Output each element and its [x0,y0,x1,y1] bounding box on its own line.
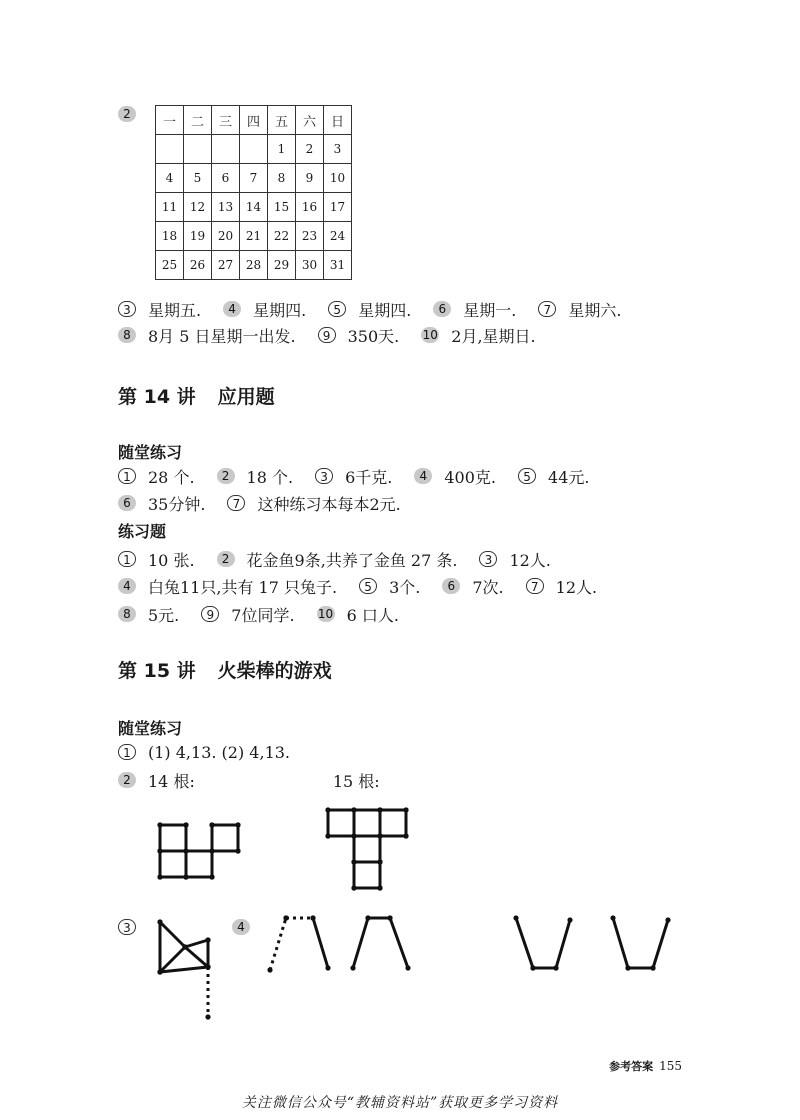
question-number: 9 [201,606,219,622]
answer-item [118,492,205,515]
lecture-15-practice-heading: 随堂练习 [118,719,183,738]
weekday-cell: 日 [324,106,352,135]
match-head [157,848,162,853]
page-footer [609,1058,682,1074]
answer-text: 44元. [548,467,590,487]
day-cell [212,135,240,164]
l14-exercise-line-2 [118,573,619,599]
match-head [235,822,240,827]
answer-text: 350天. [347,326,400,346]
answer-item [433,298,516,321]
watermark-text: 关注微信公众号“教辅资料站”获取更多学习资料 [241,1095,559,1111]
day-cell: 11 [156,193,184,222]
question-number: 3 [479,551,497,567]
match-head [377,833,382,838]
answer-text: 400克. [444,467,497,487]
answer-item [118,603,179,626]
question-number: 7 [526,578,544,594]
day-cell: 27 [212,251,240,280]
day-cell: 6 [212,164,240,193]
answer-item [414,465,496,488]
day-cell: 20 [212,222,240,251]
match-head [567,917,572,922]
matchstick-shape-q4a [267,915,410,972]
answer-text: 2月,星期日. [451,326,536,346]
answer-text: 7次. [472,577,504,597]
answer-text: 12人. [509,550,551,570]
match-head [350,965,355,970]
weekday-cell: 五 [268,106,296,135]
answer-item [421,324,535,347]
day-cell: 12 [184,193,212,222]
match-head [365,915,370,920]
match-head [351,859,356,864]
question-number: 10 [422,328,438,342]
question-number: 3 [315,468,333,484]
match-head [183,874,188,879]
answer-text: 35分钟. [148,494,206,514]
matchstick-shape-15 [325,807,408,890]
match-head [157,919,162,924]
question-number: 1 [118,468,136,484]
answer-text: 10 张. [148,550,195,570]
answer-text: 28 个. [148,467,195,487]
answer-item [317,603,399,626]
answer-item [118,465,195,488]
calendar-row [156,135,352,164]
matchstick-14-figure [150,815,250,885]
day-cell: 8 [268,164,296,193]
match-head [530,965,535,970]
l14-exercise-line-3 [118,601,421,627]
match-head [325,965,330,970]
l15-line-1 [118,739,312,765]
answer-text: 花金鱼9条,共养了金鱼 27 条. [246,550,458,570]
match-head [351,807,356,812]
match-head [513,915,518,920]
answers-line-1 [118,296,643,322]
match-head [205,1014,210,1019]
question-number: 6 [442,578,460,594]
answer-item [538,298,621,321]
lecture-15-number: 第 15 讲 [118,660,196,682]
match-head [403,833,408,838]
answer-item [118,575,337,598]
answer-item [328,298,411,321]
matchstick-q4-figure-a [258,908,428,978]
day-cell: 31 [324,251,352,280]
match-head [283,915,288,920]
match-head [351,833,356,838]
matchstick-q3-figure [150,912,220,1022]
answer-item [315,465,392,488]
question-number: 2 [118,772,136,788]
lecture-15-heading [118,656,332,683]
question-number: 4 [414,468,432,484]
l14-practice-line-1 [118,463,611,489]
matchstick-15-figure [318,800,428,900]
day-cell [184,135,212,164]
day-cell: 13 [212,193,240,222]
answer-text: 8月 5 日星期一出发. [148,326,296,346]
question-number: 8 [118,606,136,622]
calendar-table [155,105,352,280]
question-number: 7 [538,301,556,317]
match-head [325,833,330,838]
lecture-15-title: 火柴棒的游戏 [217,660,332,682]
lecture-14-exercise-heading: 练习题 [118,522,167,541]
answer-item [518,465,589,488]
match-head [209,848,214,853]
match-head [310,915,315,920]
l14-exercise-line-1 [118,546,573,572]
answer-item [217,465,294,488]
match-head [665,917,670,922]
day-cell: 4 [156,164,184,193]
answer-text: 星期五. [148,300,202,320]
footer-label: 参考答案 [609,1060,654,1073]
question-number: 8 [118,327,136,343]
match-head [209,822,214,827]
day-cell: 28 [240,251,268,280]
question-number: 3 [118,301,136,317]
answer-text: 这种练习本每本2元. [257,494,401,514]
match-head [377,885,382,890]
weekday-cell: 四 [240,106,268,135]
question-number: 5 [328,301,346,317]
match-head [183,848,188,853]
day-cell [156,135,184,164]
answer-item [201,603,294,626]
answers-line-2 [118,322,558,348]
l14-practice-line-2 [118,490,423,516]
day-cell: 21 [240,222,268,251]
match-head [157,969,162,974]
answer-text: 6千克. [345,467,393,487]
day-cell: 7 [240,164,268,193]
question-number: 9 [318,327,336,343]
day-cell: 26 [184,251,212,280]
calendar-row [156,164,352,193]
match-head [209,874,214,879]
question-number-2: 2 [118,106,136,122]
weekday-cell: 六 [296,106,324,135]
calendar-header-row [156,106,352,135]
match-head [205,937,210,942]
answer-item [479,548,550,571]
question-number: 1 [118,551,136,567]
answer-text: 18 个. [246,467,294,487]
match-head [235,848,240,853]
matchstick-shape-q3 [157,919,210,1019]
answer-text: 7位同学. [231,605,295,625]
question-number: 1 [118,744,136,760]
day-cell: 23 [296,222,324,251]
match-head [610,915,615,920]
day-cell [240,135,268,164]
matchstick-shape-q4b [513,915,670,970]
day-cell: 22 [268,222,296,251]
answer-item [227,492,400,515]
day-cell: 19 [184,222,212,251]
question-number: 2 [217,551,235,567]
match-head [405,965,410,970]
answer-item [526,575,597,598]
question-number: 10 [317,607,334,621]
calendar-row [156,193,352,222]
day-cell: 18 [156,222,184,251]
answer-text-15: 15 根: [332,771,380,791]
match-head [157,822,162,827]
answer-item [118,548,195,571]
answer-text: (1) 4,13. (2) 4,13. [148,742,291,762]
calendar-row [156,251,352,280]
answer-item [118,298,201,321]
question-number: 6 [118,495,136,511]
answer-item [318,324,400,347]
match-head [553,965,558,970]
answer-item [442,575,503,598]
answer-text: 星期四. [253,300,307,320]
day-cell: 30 [296,251,324,280]
answer-text: 星期一. [463,300,517,320]
day-cell: 16 [296,193,324,222]
l15-line-2 [118,767,380,793]
match-head [377,807,382,812]
weekday-cell: 三 [212,106,240,135]
match-head [182,944,187,949]
matchstick-shape-14 [157,822,240,879]
day-cell: 29 [268,251,296,280]
lecture-14-number: 第 14 讲 [118,386,196,408]
answer-item [118,324,296,347]
question-number: 6 [433,301,451,317]
lecture-14-practice-heading: 随堂练习 [118,443,183,462]
answer-text: 3个. [389,577,421,597]
day-cell: 3 [324,135,352,164]
lecture-14-title: 应用题 [217,386,275,408]
weekday-cell: 一 [156,106,184,135]
day-cell: 9 [296,164,324,193]
answer-item [217,548,458,571]
match-head [183,822,188,827]
lecture-14-heading [118,382,275,409]
question-number: 5 [518,468,536,484]
match-head [650,965,655,970]
answer-item [359,575,420,598]
match-head [403,807,408,812]
answer-text: 星期六. [568,300,622,320]
match-head [625,965,630,970]
match-head [325,807,330,812]
question-number: 2 [217,468,235,484]
answer-text: 星期四. [358,300,412,320]
day-cell: 2 [296,135,324,164]
question-number: 4 [118,578,136,594]
calendar-row [156,222,352,251]
matchstick-q4-figure-b [508,908,678,978]
match-head [157,874,162,879]
question-number: 4 [223,301,241,317]
match-head [351,885,356,890]
answer-text: 12人. [555,577,598,597]
day-cell: 5 [184,164,212,193]
day-cell: 10 [324,164,352,193]
day-cell: 1 [268,135,296,164]
answer-item [223,298,306,321]
day-cell: 17 [324,193,352,222]
question-number: 7 [227,495,245,511]
question-number: 5 [359,578,377,594]
page-number: 155 [659,1059,682,1073]
weekday-cell: 二 [184,106,212,135]
answer-text-14: 14 根: [148,771,195,791]
answer-text: 白兔11只,共有 17 只兔子. [148,577,338,597]
question-number-3: 3 [118,919,136,935]
day-cell: 25 [156,251,184,280]
day-cell: 24 [324,222,352,251]
answer-text: 5元. [148,605,180,625]
match-head [387,915,392,920]
day-cell: 14 [240,193,268,222]
answer-text: 6 口人. [346,605,399,625]
match-head [377,859,382,864]
day-cell: 15 [268,193,296,222]
match-head [205,964,210,969]
question-number-4: 4 [232,919,250,935]
match-head [267,967,272,972]
